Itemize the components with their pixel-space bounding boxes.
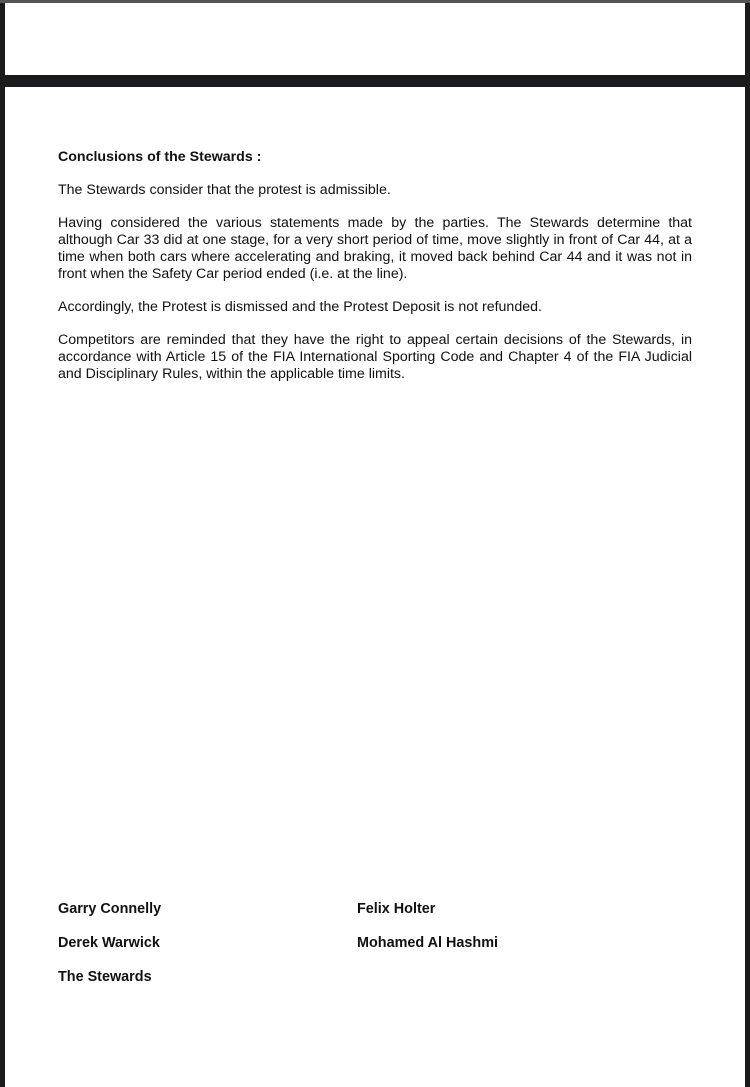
document-body — [58, 149, 692, 399]
paragraph-admissible: The Stewards consider that the protest is admissible. — [58, 182, 391, 198]
document-page — [5, 87, 745, 1087]
paragraph-decision: Accordingly, the Protest is dismissed and the Protest Deposit is not refunded. — [58, 299, 542, 315]
signature-row — [58, 969, 738, 1003]
signatory-title: The Stewards — [58, 969, 152, 985]
signatures-block — [58, 901, 738, 1003]
previous-page — [5, 3, 745, 75]
paragraph-determination: Having considered the various statements made by the parties. The Stewards determine that although Car 33 did at one stage, for a very short period of time, move slightly in front of Car 44, at a time when both cars where accelerating and braking, it moved back behind Car 44 and it was not in front when the Safety Car period ended (i.e. at the line). — [58, 215, 692, 282]
signatory-name: Garry Connelly — [58, 901, 162, 917]
signatory-name: Mohamed Al Hashmi — [357, 935, 498, 951]
paragraph-appeal-notice: Competitors are reminded that they have the right to appeal certain decisions of the Stewards, in accordance with Article 15 of the FIA International Sporting Code and Chapter 4 of the FIA Judicial and Disciplinary Rules, within the applicable time limits. — [58, 332, 692, 382]
signatory-name: Derek Warwick — [58, 935, 160, 951]
signature-row — [58, 935, 738, 969]
signature-row — [58, 901, 738, 935]
section-heading: Conclusions of the Stewards : — [58, 149, 262, 165]
signatory-name: Felix Holter — [357, 901, 436, 917]
